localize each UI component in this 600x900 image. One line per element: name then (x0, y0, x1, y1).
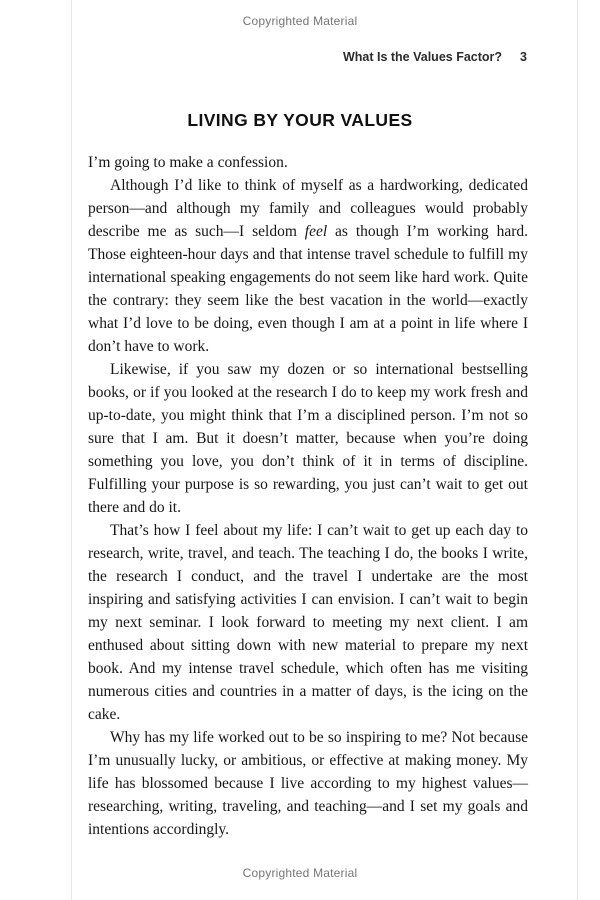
running-header (88, 50, 527, 64)
page-edge-left (71, 0, 72, 900)
section-heading: LIVING BY YOUR VALUES (187, 110, 413, 130)
text-run: Likewise, if you saw my dozen or so international bestselling books, or if you looked at the research I do to keep my work fresh and up-to-date, you might think that I’m a disciplined person. I’m not so sure that I am. But it doesn’t matter, because when you’re doing something you love, you don’t think of it in terms of discipline. Fulfilling your purpose is so rewarding, you just can’t wait to get out there and do it. (88, 361, 528, 516)
copyright-notice-top: Copyrighted Material (242, 14, 358, 28)
body-text (88, 151, 528, 841)
italic-text-run: feel (304, 223, 328, 240)
paragraph (88, 726, 528, 841)
text-run: Why has my life worked out to be so inspiring to me? Not because I’m unusually lucky, or ambitious, or effective at making money. My life has blossomed because I live according to my highest values—researching, writing, traveling, and teaching—and I set my goals and intentions accordingly. (88, 729, 528, 838)
paragraph (88, 519, 528, 726)
text-run: I’m going to make a confession. (88, 154, 288, 171)
text-run: Although I’d like to think of myself as a hardworking, dedicated person—and although my family and colleagues would probably describe me as such—I seldom (88, 177, 528, 240)
copyright-notice-bottom: Copyrighted Material (242, 866, 358, 880)
paragraph (88, 174, 528, 358)
text-run: as though I’m working hard. Those eighteen-hour days and that intense travel schedule to fulfill my international speaking engagements do not seem like hard work. Quite the contrary: they seem like the best vacation in the world—exactly what I’d love to be doing, even though I am at a point in life where I don’t have to work. (88, 223, 528, 355)
page-number: 3 (520, 50, 527, 64)
paragraph (88, 151, 528, 174)
text-run: That’s how I feel about my life: I can’t wait to get up each day to research, write, travel, and teach. The teaching I do, the books I write, the research I conduct, and the travel I undertake are the most inspiring and satisfying activities I can envision. I can’t wait to begin my next seminar. I look forward to meeting my next client. I am enthused about sitting down with new material to prepare my next book. And my intense travel schedule, which often has me visiting numerous cities and countries in a matter of days, is the icing on the cake. (88, 522, 528, 723)
page-edge-right (577, 0, 578, 900)
paragraph (88, 358, 528, 519)
running-header-title: What Is the Values Factor? (342, 50, 503, 64)
